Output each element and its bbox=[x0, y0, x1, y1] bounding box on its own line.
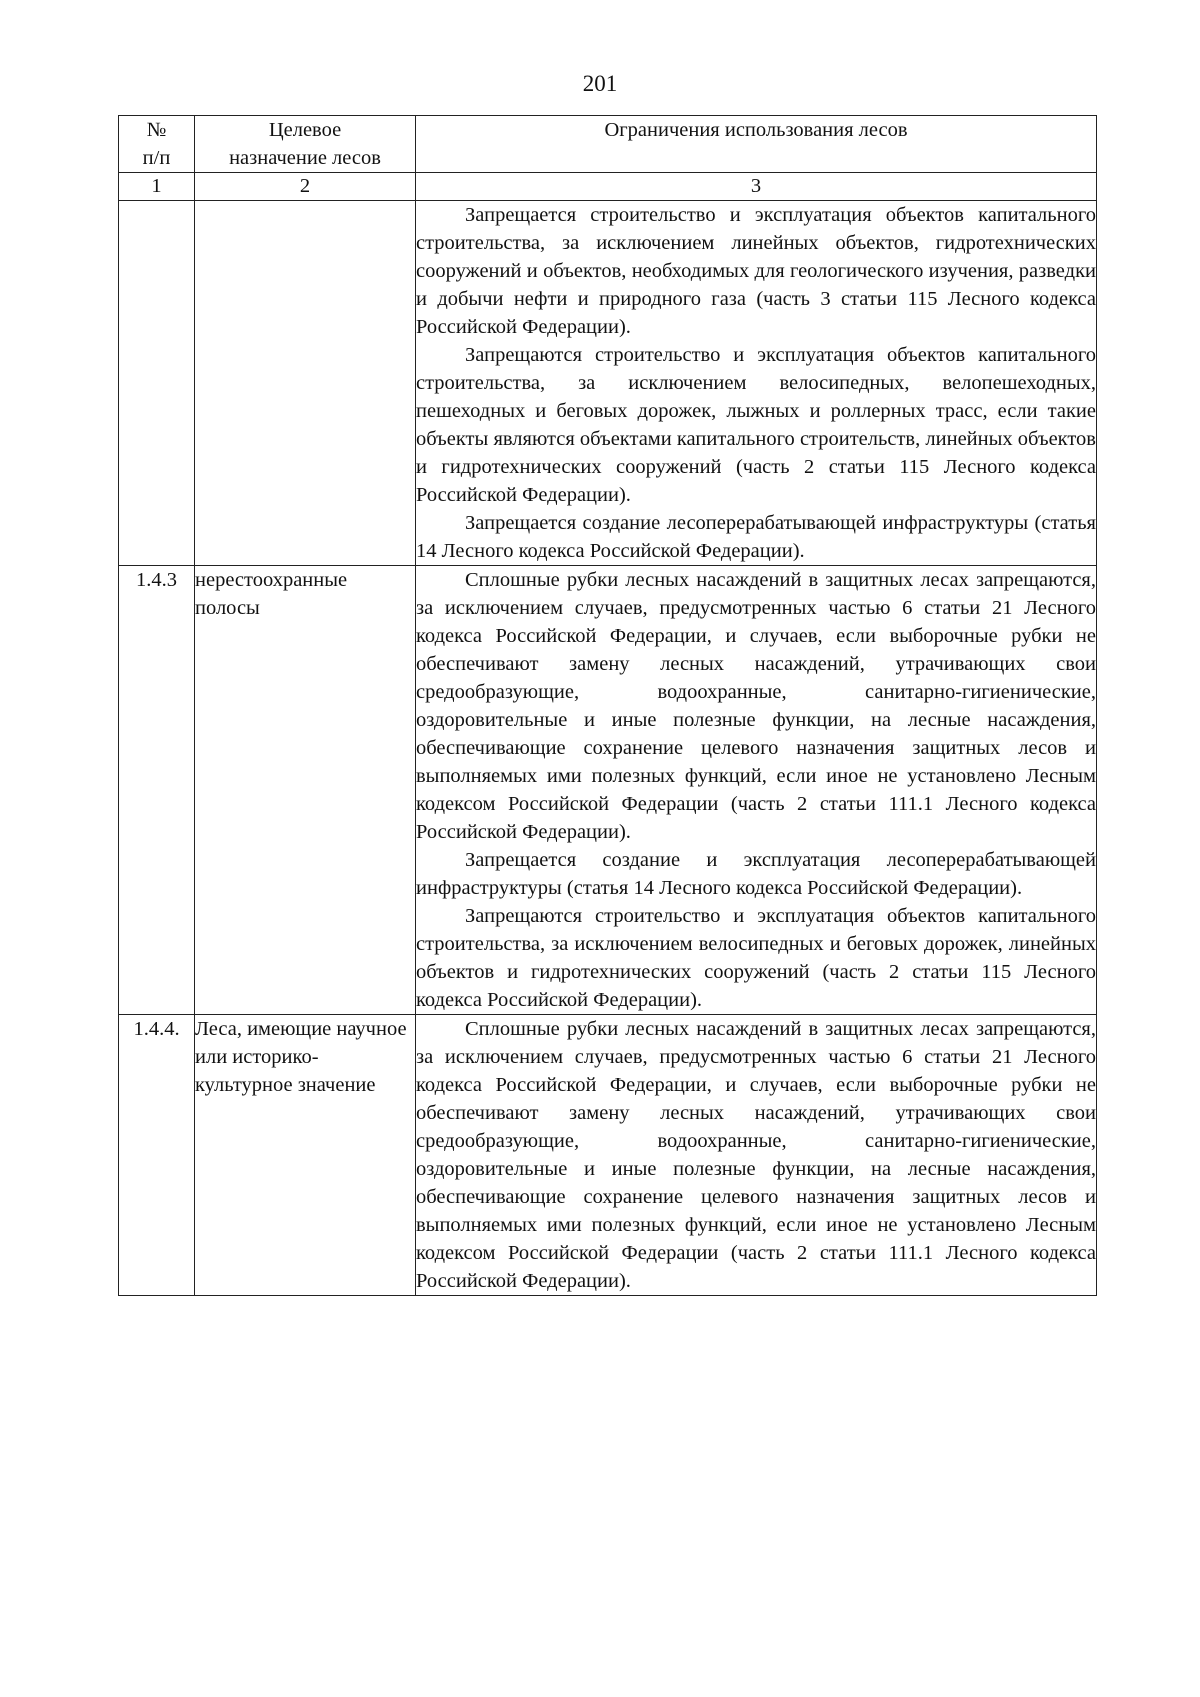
header-purpose-line1: Целевое bbox=[268, 119, 342, 141]
restriction-paragraph: Запрещается строительство и эксплуатация объектов капитального строительства, за исключением линейных объектов, гидротехнических сооружений и объектов, необходимых для геологического изучения, разведки и добычи нефти и природного газа (часть 3 статьи 115 Лесного кодекса Российской Федерации). bbox=[416, 204, 1096, 338]
header-number bbox=[119, 116, 195, 173]
restrictions-table bbox=[118, 115, 1097, 1296]
page-number: 201 bbox=[582, 71, 618, 96]
row-purpose: нерестоохранные полосы bbox=[195, 566, 416, 1015]
header-purpose bbox=[195, 116, 416, 173]
column-number-1: 1 bbox=[119, 173, 195, 201]
table-row bbox=[119, 201, 1097, 566]
column-number-2: 2 bbox=[195, 173, 416, 201]
header-purpose-line2: назначение лесов bbox=[229, 147, 381, 169]
header-number-line2: п/п bbox=[142, 147, 171, 169]
table-header-row bbox=[119, 116, 1097, 173]
row-restrictions bbox=[416, 566, 1097, 1015]
table-row bbox=[119, 566, 1097, 1015]
restriction-paragraph: Запрещается создание лесоперерабатывающей инфраструктуры (статья 14 Лесного кодекса Российской Федерации). bbox=[416, 512, 1096, 562]
header-number-line1: № bbox=[146, 119, 167, 141]
restriction-paragraph: Сплошные рубки лесных насаждений в защитных лесах запрещаются, за исключением случаев, предусмотренных частью 6 статьи 21 Лесного кодекса Российской Федерации, и случаев, если выборочные рубки не обеспечивают замену лесных насаждений, утрачивающих свои средообразующие, водоохранные, санитарно-гигиенические, оздоровительные и иные полезные функции, на лесные насаждения, обеспечивающие сохранение целевого назначения защитных лесов и выполняемых ими полезных функций, если иное не установлено Лесным кодексом Российской Федерации (часть 2 статьи 111.1 Лесного кодекса Российской Федерации). bbox=[416, 1018, 1096, 1292]
row-purpose bbox=[195, 201, 416, 566]
row-number: 1.4.4. bbox=[119, 1015, 195, 1296]
column-number-3: 3 bbox=[416, 173, 1097, 201]
header-restrictions: Ограничения использования лесов bbox=[416, 116, 1097, 173]
restriction-paragraph: Сплошные рубки лесных насаждений в защитных лесах запрещаются, за исключением случаев, предусмотренных частью 6 статьи 21 Лесного кодекса Российской Федерации, и случаев, если выборочные рубки не обеспечивают замену лесных насаждений, утрачивающих свои средообразующие, водоохранные, санитарно-гигиенические, оздоровительные и иные полезные функции, на лесные насаждения, обеспечивающие сохранение целевого назначения защитных лесов и выполняемых ими полезных функций, если иное не установлено Лесным кодексом Российской Федерации (часть 2 статьи 111.1 Лесного кодекса Российской Федерации). bbox=[416, 569, 1096, 843]
row-purpose: Леса, имеющие научное или историко-культурное значение bbox=[195, 1015, 416, 1296]
restriction-paragraph: Запрещаются строительство и эксплуатация объектов капитального строительства, за исключением велосипедных, велопешеходных, пешеходных и беговых дорожек, лыжных и роллерных трасс, если такие объекты являются объектами капитального строительств, линейных объектов и гидротехнических сооружений (часть 2 статьи 115 Лесного кодекса Российской Федерации). bbox=[416, 344, 1096, 506]
restriction-paragraph: Запрещается создание и эксплуатация лесоперерабатывающей инфраструктуры (статья 14 Лесного кодекса Российской Федерации). bbox=[416, 849, 1096, 899]
table-row bbox=[119, 1015, 1097, 1296]
row-number: 1.4.3 bbox=[119, 566, 195, 1015]
column-numbers-row bbox=[119, 173, 1097, 201]
restriction-paragraph: Запрещаются строительство и эксплуатация объектов капитального строительства, за исключением велосипедных и беговых дорожек, линейных объектов и гидротехнических сооружений (часть 2 статьи 115 Лесного кодекса Российской Федерации). bbox=[416, 905, 1096, 1011]
row-number bbox=[119, 201, 195, 566]
row-restrictions bbox=[416, 1015, 1097, 1296]
row-restrictions bbox=[416, 201, 1097, 566]
